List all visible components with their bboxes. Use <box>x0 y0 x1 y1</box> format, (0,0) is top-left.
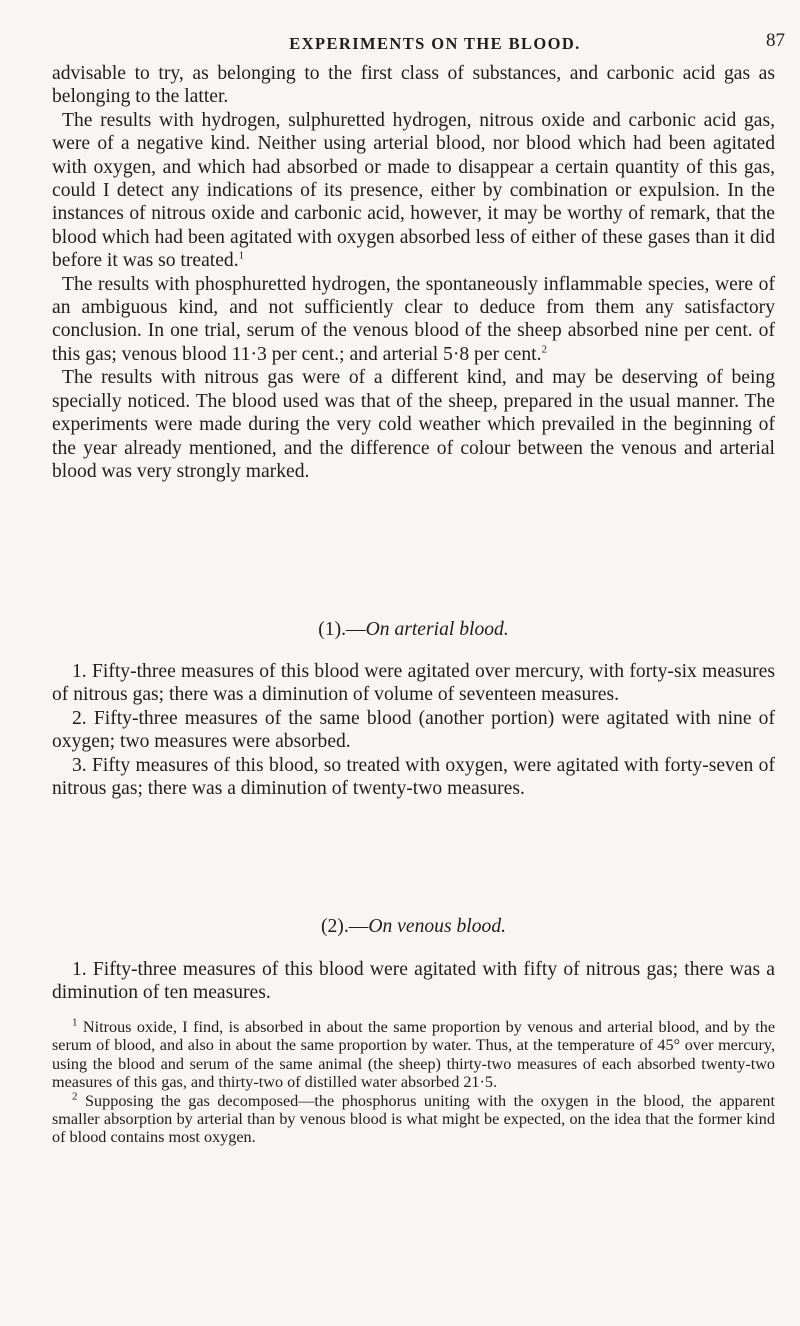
section-venous-heading <box>52 915 775 938</box>
paragraph-3-text: The results with phosphuretted hydrogen, the spontaneously inflammable species, were of an ambiguous kind, and not sufficiently clear to deduce from them any satisfactory conclusion. In one trial, serum of the venous blood of the sheep absorbed nine per cent. of this gas; venous blood 11·3 per cent.; and arterial 5·8 per cent. <box>52 273 775 365</box>
section-1-number: (1).— <box>318 619 366 640</box>
venous-items <box>52 958 775 1005</box>
footnote-2-text: Supposing the gas decomposed—the phosphorus uniting with the oxygen in the blood, the apparent smaller absorption by arterial than by venous blood is what might be expected, on the idea that the former kind of blood contains most oxygen. <box>52 1091 775 1147</box>
section-1-title: On arterial blood. <box>365 619 509 640</box>
running-title: EXPERIMENTS ON THE BLOOD. <box>289 34 581 53</box>
footnote-ref-1: 1 <box>238 249 245 262</box>
footnote-2 <box>52 1092 775 1147</box>
footnote-2-mark: 2 <box>72 1090 78 1103</box>
footnote-1-text: Nitrous oxide, I find, is absorbed in about the same proportion by venous and arterial blood, and by the serum of blood, and also in about the same proportion by water. Thus, at the temperature of 45° over mercury, using the blood and serum of the same animal (the sheep) thirty-two measures of each absorbed twenty-two measures of this gas, and thirty-two of distilled water absorbed 21·5. <box>52 1018 776 1092</box>
section-2-number: (2).— <box>320 916 369 937</box>
section-arterial-heading <box>52 618 775 641</box>
list-item: 3. Fifty measures of this blood, so treated with oxygen, were agitated with forty-seven of nitrous gas; there was a diminution of twenty-two measures. <box>52 754 775 800</box>
footnote-1 <box>52 1018 775 1092</box>
footnotes <box>52 1018 775 1147</box>
footnote-ref-2: 2 <box>541 343 548 356</box>
paragraph-1: advisable to try, as belonging to the first class of substances, and carbonic acid gas as belonging to the latter. <box>52 63 775 108</box>
footnote-1-mark: 1 <box>72 1016 78 1029</box>
list-item: 1. Fifty-three measures of this blood were agitated over mercury, with forty-six measures of nitrous gas; there was a diminution of volume of seventeen measures. <box>52 661 775 706</box>
paragraph-2-text: The results with hydrogen, sulphuretted hydrogen, nitrous oxide and carbonic acid gas, were of a negative kind. Neither using arterial blood, nor blood which had been agitated with oxygen, and which had absorbed or made to disappear a certain quantity of this gas, could I detect any indications of its presence, either by combination or expulsion. In the instances of nitrous oxide and carbonic acid, however, it may be worthy of remark, that the blood which had been agitated with oxygen absorbed less of either of these gases than it did before it was so treated. <box>52 109 775 272</box>
paragraph-3 <box>52 273 775 367</box>
paragraph-2 <box>52 109 775 273</box>
paragraph-4: The results with nitrous gas were of a different kind, and may be deserving of being specially noticed. The blood used was that of the sheep, prepared in the usual manner. The experiments were made during the very cold weather which prevailed in the beginning of the year already mentioned, and the difference of colour between the venous and arterial blood was very strongly marked. <box>52 367 775 482</box>
main-text <box>52 62 775 483</box>
list-item: 1. Fifty-three measures of this blood were agitated with fifty of nitrous gas; there was a diminution of ten measures. <box>52 959 775 1004</box>
list-item: 2. Fifty-three measures of the same blood (another portion) were agitated with nine of oxygen; two measures were absorbed. <box>52 707 775 753</box>
arterial-items <box>52 660 775 800</box>
section-2-title: On venous blood. <box>368 916 507 937</box>
page-number: 87 <box>766 30 785 51</box>
